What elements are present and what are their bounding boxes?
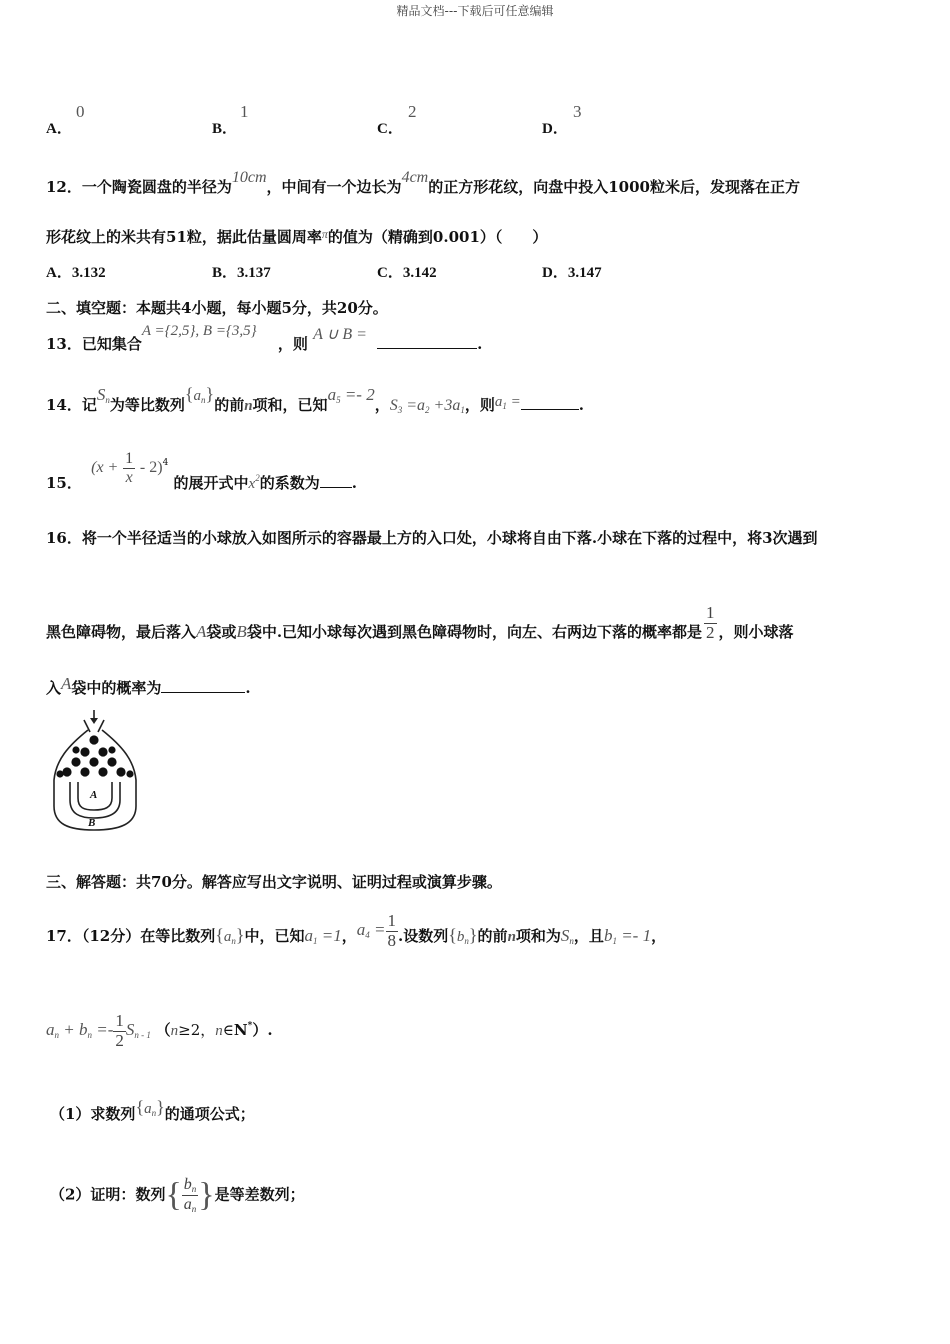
q15-answer-blank[interactable] <box>320 473 352 488</box>
q14-comma: ， <box>374 396 390 414</box>
q15-period: . <box>351 474 357 493</box>
q16-text-4: 袋中.已知小球每次遇到黑色障碍物时，向左、右两边下落的概率都是 <box>246 623 703 642</box>
q17-line-1 <box>46 911 667 956</box>
q11-option-c-value: 2 <box>408 102 417 121</box>
q11-option-d-value: 3 <box>573 102 582 121</box>
q16-text-5: ，则小球落 <box>718 623 794 642</box>
q17-a4: $a_4$ = $\frac{1}{8}$ <box>356 911 397 950</box>
q14-period: . <box>578 396 584 414</box>
q17-n: n <box>507 929 516 946</box>
q17-text-4: 的前 <box>477 927 508 946</box>
q16-line-3 <box>46 674 251 698</box>
q14-a1: $a_1$ = <box>494 394 521 411</box>
q11-option-c-label: C． <box>377 121 403 137</box>
q17-text-2: 中，已知 <box>244 927 305 946</box>
q12-radius: 10cm <box>231 169 267 186</box>
q12-option-b: B．3.137 <box>212 265 271 281</box>
q16-text-1: 将一个半径适当的小球放入如图所示的容器最上方的入口处，小球将自由下落.小球在下落的过程中，将3次遇到 <box>81 529 818 547</box>
q14-number: 14． <box>46 396 82 414</box>
q12-option-a: A．3.132 <box>46 265 106 281</box>
q17-text-1: （12分）在等比数列 <box>81 927 216 946</box>
q16-number: 16． <box>46 529 82 547</box>
q11-option-b-value: 1 <box>240 102 249 121</box>
container-diagram <box>48 706 148 834</box>
q12-text-1: 一个陶瓷圆盘的半径为 <box>81 178 232 196</box>
page-header: 精品文档---下载后可任意编辑 <box>396 4 554 18</box>
q13-union-expr: A ∪ B = <box>313 326 367 343</box>
q16-answer-blank[interactable] <box>161 678 245 693</box>
figure-label-b: B <box>88 817 96 829</box>
q14-text-4: 项和，已知 <box>252 396 328 414</box>
q14-line <box>46 384 584 415</box>
q17-text-3: .设数列 <box>398 927 449 946</box>
q12-text-2: ，中间有一个边长为 <box>266 178 402 196</box>
q13-sets: A ={2,5}, B ={3,5} <box>141 323 257 339</box>
q11-option-a-label: A． <box>46 121 72 137</box>
q12-option-c: C．3.142 <box>377 265 437 281</box>
q14-sequence: $\{a_n\}$ <box>184 384 215 405</box>
q14-sum-symbol: $S_n$ <box>96 385 110 405</box>
q17-part-1: （1）求数列$\{a_n\}$的通项公式； <box>50 1097 255 1123</box>
q17-comma: ， <box>341 927 357 946</box>
q16-line-2 <box>46 603 794 652</box>
q16-a-symbol: A <box>196 622 207 642</box>
q16-a-symbol-2: A <box>61 674 72 693</box>
q14-text-2: 为等比数列 <box>109 396 185 414</box>
q14-s3-condition: $S_3 =a_2 +3a_1$ <box>389 397 465 415</box>
section-3-heading: 三、解答题：共70分。解答应写出文字说明、证明过程或演算步骤。 <box>46 873 502 891</box>
q16-period: . <box>245 679 251 697</box>
q16-b-symbol: B <box>236 622 247 642</box>
figure-label-a: A <box>90 789 98 801</box>
q17-recurrence: $a_n + b_n$ =- $\frac{1}{2}$ $S_{n - 1}$ <box>46 1011 151 1050</box>
q14-text-1: 记 <box>81 396 97 414</box>
q17-text-6: ，且 <box>573 927 604 946</box>
q17-part-1-sequence: $\{a_n\}$ <box>135 1097 165 1118</box>
q12-line-1 <box>46 169 800 197</box>
q14-text-3: 的前 <box>214 396 245 414</box>
q15-text-2: 的系数为 <box>259 474 320 493</box>
q17-sequence-b: $\{b_n\}$ <box>448 925 478 947</box>
q11-option-a-value: 0 <box>76 102 85 121</box>
q12-text-5: 的值为（精确到0.001）（ ） <box>327 228 548 246</box>
q15-text-1: 的展开式中 <box>173 474 249 493</box>
q16-text-6: 入 <box>46 679 62 697</box>
q13-text-1: 已知集合 <box>81 335 142 353</box>
q16-text-2: 黑色障碍物，最后落入 <box>46 623 197 642</box>
q16-half-fraction: $\frac{1}{2}$ <box>706 603 715 642</box>
q17-condition: （n≥2，n∈N*）. <box>155 1021 273 1040</box>
q17-a1: $a_1 =1$ <box>304 926 342 947</box>
q16-line-1 <box>46 527 818 548</box>
q15-line <box>46 450 357 502</box>
q13-line <box>46 323 483 354</box>
q13-answer-blank[interactable] <box>377 334 477 349</box>
q16-text-7: 袋中的概率为 <box>71 679 162 697</box>
q12-line-2 <box>46 226 547 247</box>
q15-expression: (x + $\frac{1}{x}$ - 2)$^4$ <box>91 450 169 486</box>
q17-sequence-a: $\{a_n\}$ <box>215 925 245 947</box>
q17-formula-line <box>46 1012 273 1050</box>
q17-number: 17． <box>46 927 82 946</box>
q11-option-b-label: B． <box>212 121 238 137</box>
q13-text-2: ，则 <box>277 335 308 353</box>
q16-container-figure <box>48 706 148 834</box>
q16-text-3: 袋或 <box>206 623 237 642</box>
q14-n: n <box>244 398 253 414</box>
q15-number: 15． <box>46 474 82 493</box>
q17-text-7: ， <box>651 927 667 946</box>
q13-period: . <box>477 335 483 353</box>
q12-text-3: 的正方形花纹，向盘中投入1000粒米后，发现落在正方 <box>428 178 800 196</box>
q12-number: 12． <box>46 178 82 196</box>
q14-answer-blank[interactable] <box>521 395 579 410</box>
q14-text-5: ，则 <box>464 396 495 414</box>
q12-pi: π <box>321 227 328 241</box>
q17-b1: $b_1 =- 1$ <box>603 926 652 947</box>
q17-sum: $S_n$ <box>560 926 574 947</box>
q12-text-4: 形花纹上的米共有51粒，据此估量圆周率 <box>46 228 322 246</box>
q17-text-5: 项和为 <box>515 927 561 946</box>
q17-part-2-sequence: { $\frac{b_n}{a_n}$ } <box>165 1176 215 1214</box>
q17-part-2: （2）证明：数列{ $\frac{b_n}{a_n}$ }是等差数列； <box>50 1176 305 1214</box>
q11-option-d-label: D． <box>542 121 568 137</box>
q13-number: 13． <box>46 335 82 353</box>
q14-a5: $a_5 =- 2$ <box>327 385 375 405</box>
q15-x-power: $x^2$ <box>248 473 260 493</box>
section-2-heading: 二、填空题：本题共4小题，每小题5分，共20分。 <box>46 299 388 317</box>
q12-side: 4cm <box>401 169 429 186</box>
q12-option-d: D．3.147 <box>542 265 602 281</box>
